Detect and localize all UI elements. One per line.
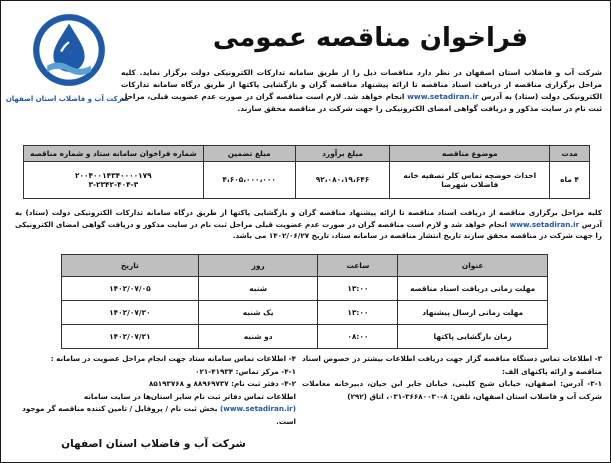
cell-day: دو شنبه <box>198 325 318 349</box>
procedure-text-part2: انجام خواهد شد و لازم است مناقصه گران در صورت عدم عضویت قبلی مراحل ثبت نام در سایت مذکور و دریافت گواهی امضای الکترونیکی را جهت شرکت در مناقصه محقق سازند تاریخ انتشار مناقصه در سامانه ستاد، تاریخ ۱۴۰۲/۰۶/۲۷ می باشد. <box>15 219 602 240</box>
cell-title: مهلت زمانی ارسال پیشنهاد <box>398 301 548 325</box>
water-company-logo-icon <box>30 11 108 89</box>
cell-tender-number <box>24 161 204 198</box>
cell-time: ۱۳:۰۰ <box>318 277 398 301</box>
setad-site-link[interactable]: (www.setadiran.ir) <box>219 404 296 413</box>
table-row <box>62 301 548 325</box>
intro-text-part1: شرکت آب و فاضلاب استان اصفهان در نظر دارد مناقصات ذیل را از طریق سامانه تدارکات الکترونیکی دولت برگزار نماید. کلیه مراحل برگزاری مناقصه از دریافت اسناد مناقصه تا ارائه پیشنهاد مناقصه گران و بازگشایی پاکتها از طریق درگاه سامانه تدارکات الکترونیکی دولت (ستاد) به آدرس <box>121 68 602 101</box>
cell-date: ۱۴۰۲/۰۷/۰۵ <box>62 277 199 301</box>
cell-time: ۱۳:۰۰ <box>318 301 398 325</box>
cell-guarantee: ۴،۶۰۵،۰۰۰،۰۰۰ <box>203 161 295 198</box>
tender-number-line1: ۲۰۰۴۰۰۱۴۳۴۰۰۰۰۱۷۹ <box>75 170 152 180</box>
logo-caption: شرکت آب و فاضلاب استان اصفهان <box>5 95 129 103</box>
header-time: ساعت <box>318 255 398 277</box>
setad-registration-office: ۴-۲- دفتر ثبت نام: ۸۸۹۶۹۷۳۷ و ۸۵۱۹۳۷۶۸ <box>148 379 296 388</box>
table-row <box>62 277 548 301</box>
schedule-table <box>61 254 548 349</box>
cell-subject: احداث حوضچه تماس کلر تصفیه خانه فاضلاب شهرضا <box>390 161 550 198</box>
setad-offices-info <box>11 391 296 429</box>
procedure-site-link[interactable]: www.setadiran.ir <box>509 219 580 229</box>
cell-title: مهلت زمانی دریافت اسناد مناقصه <box>398 277 548 301</box>
cell-date: ۱۴۰۲/۰۷/۲۰ <box>62 301 199 325</box>
schedule-table-header <box>62 255 548 277</box>
tenderer-contact-address: ۳-۱- آدرس: اصفهان، خیابان شیخ کلینی، خیابان جابر ابن حیان، دبیرخانه معاملات شرکت آب و فاضلاب استان اصفهان، تلفن: ۸-۳۶۶۸۰۰۳۰-۰۳۱، اتاق (۲۹۲) <box>302 379 602 401</box>
company-logo-block <box>5 11 129 103</box>
intro-paragraph <box>121 67 602 115</box>
header-day: روز <box>198 255 318 277</box>
setad-call-center: ۴-۱- مرکز تماس: ۴۱۹۳۴-۰۲۱ <box>195 366 296 376</box>
header-title: عنوان <box>398 255 548 277</box>
cell-title: زمان بازگشایی پاکتها <box>398 325 548 349</box>
header-duration: مدت <box>550 146 590 162</box>
footer-company-name: شرکت آب و فاضلاب استان اصفهان <box>61 438 246 450</box>
header-date: تاریخ <box>62 255 199 277</box>
table-row <box>62 325 548 349</box>
page-title: فراخوان مناقصه عمومی <box>212 23 529 53</box>
header-subject: موضوع مناقصه <box>390 146 550 162</box>
header-tender-number: شماره فراخوان سامانه ستاد و شماره مناقصه <box>24 146 204 162</box>
table-row <box>24 161 590 198</box>
setad-offices-text-part1: اطلاعات تماس دفاتر ثبت نام سایر استان‌ها در سایت سامانه <box>83 391 296 401</box>
tender-number-line2: ۳-۲۳۴۲-۴۰۴-۳ <box>88 179 139 189</box>
header-estimate: مبلغ برآورد <box>295 146 390 162</box>
cell-duration: ۴ ماه <box>550 161 590 198</box>
cell-estimate: ۹۲،۰۸۰،۱۹،۶۴۶ <box>295 161 390 198</box>
tender-table-header <box>24 146 590 162</box>
cell-time: ۰۸:۰۰ <box>318 325 398 349</box>
setad-contact-heading: ۴- اطلاعات تماس سامانه ستاد جهت انجام مراحل عضویت در سامانه : <box>50 354 296 363</box>
cell-day: شنبه <box>198 277 318 301</box>
tender-table <box>23 145 590 199</box>
cell-date: ۱۴۰۲/۰۷/۲۱ <box>62 325 199 349</box>
procedure-text-part1: کلیه مراحل برگزاری مناقصه از دریافت اسناد مناقصه تا ارائه پیشنهاد مناقصه گران و بازگشایی پاکتها از طریق درگاه سامانه تدارکات الکترونیکی دولت (ستاد) به آدرس <box>15 208 602 229</box>
cell-day: یک شنبه <box>198 301 318 325</box>
header-guarantee: مبلغ تضمین <box>203 146 295 162</box>
procedure-paragraph <box>15 207 602 242</box>
intro-text-part2: انجام خواهد شد. لازم است مناقصه گران در صورت عدم عضویت قبلی، مراحل ثبت نام در سایت مذکور و دریافت گواهی امضای الکترونیکی را جهت شرکت در مناقصه محقق سازند. <box>121 92 602 113</box>
setad-offices-text-part2: بخش ثبت نام / پروفایل / تامین کننده مناقصه گر موجود است. <box>22 404 296 426</box>
tenderer-contact-section <box>302 353 602 403</box>
tenderer-contact-heading: ۳- اطلاعات تماس دستگاه مناقصه گزار جهت دریافت اطلاعات بیشتر در خصوص اسناد مناقصه و ارائه پاکتهای الف: <box>302 354 602 376</box>
intro-site-link[interactable]: www.setadiran.ir <box>407 92 479 101</box>
setad-contact-section <box>11 353 296 428</box>
